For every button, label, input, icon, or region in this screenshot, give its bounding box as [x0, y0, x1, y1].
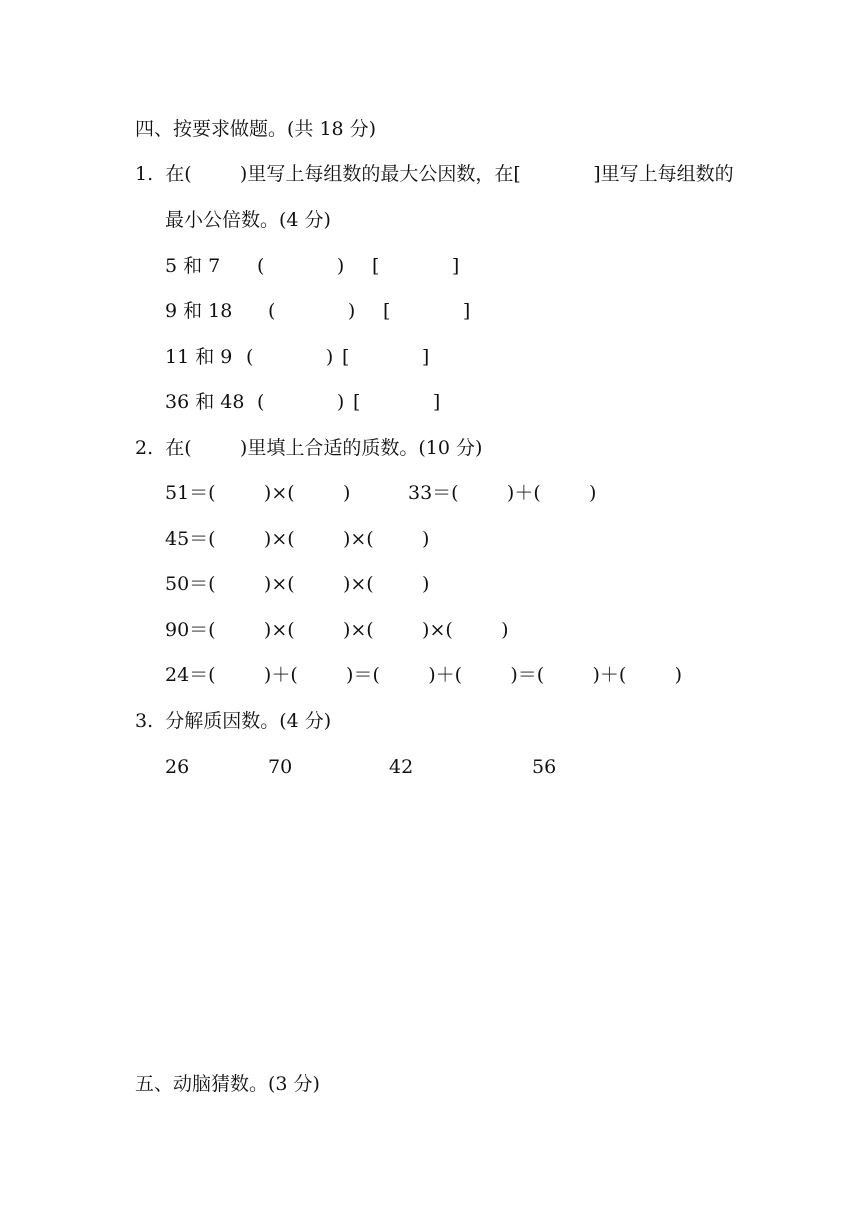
q1-row-label: 11 和 9: [165, 346, 233, 368]
q2-equation[interactable]: 90＝( )×( )×( )×( ): [165, 619, 509, 641]
q2-equation[interactable]: 50＝( )×( )×( ): [165, 573, 430, 595]
gcd-answer-blank[interactable]: ( ): [268, 300, 356, 322]
lcm-answer-blank[interactable]: [ ]: [342, 346, 430, 368]
section-4-title: 四、按要求做题。(共 18 分): [135, 118, 377, 140]
q3-number: 70: [268, 756, 293, 778]
q2-equation[interactable]: 51＝( )×( ): [165, 482, 351, 504]
q1-row-label: 5 和 7: [165, 255, 221, 277]
q2-equation[interactable]: 24＝( )＋( )＝( )＋( )＝( )＋( ): [165, 664, 683, 686]
q2-equation[interactable]: 45＝( )×( )×( ): [165, 528, 430, 550]
q1-row-label: 36 和 48: [165, 391, 245, 413]
q3-instruction: 3. 分解质因数。(4 分): [135, 710, 332, 732]
q2-equation[interactable]: 33＝( )＋( ): [408, 482, 597, 504]
lcm-answer-blank[interactable]: [ ]: [372, 255, 460, 277]
q1-row: [165, 299, 765, 323]
q2-row: [165, 481, 765, 505]
q3-numbers: [165, 755, 665, 779]
q3-number: 26: [165, 756, 190, 778]
q3-number: 56: [532, 756, 557, 778]
gcd-answer-blank[interactable]: ( ): [246, 346, 334, 368]
lcm-answer-blank[interactable]: [ ]: [383, 300, 471, 322]
q1-row-label: 9 和 18: [165, 300, 233, 322]
q3-number: 42: [389, 756, 414, 778]
q1-instruction-line2: 最小公倍数。(4 分): [165, 209, 331, 231]
q1-instruction-line1: 1. 在( )里写上每组数的最大公因数，在[ ]里写上每组数的: [135, 163, 734, 185]
section-5-title: 五、动脑猜数。(3 分): [135, 1073, 320, 1095]
q1-row: [165, 254, 765, 278]
q1-row: [165, 390, 765, 414]
q1-row: [165, 345, 765, 369]
gcd-answer-blank[interactable]: ( ): [257, 255, 345, 277]
q2-instruction: 2. 在( )里填上合适的质数。(10 分): [135, 437, 483, 459]
gcd-answer-blank[interactable]: ( ): [257, 391, 345, 413]
lcm-answer-blank[interactable]: [ ]: [353, 391, 441, 413]
